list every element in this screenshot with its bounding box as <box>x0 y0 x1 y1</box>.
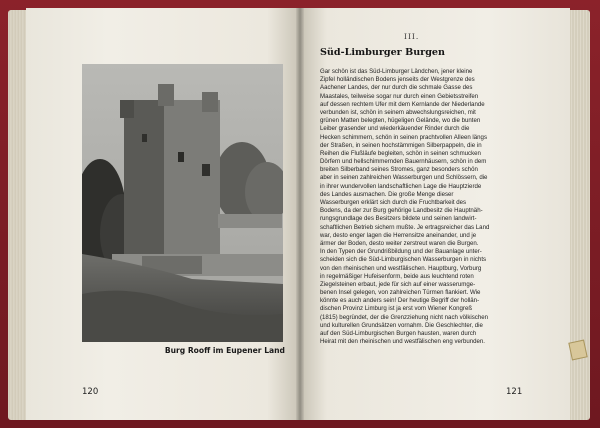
text-line: Wasserburgen erklärt sich durch die Fruchtbarkeit des <box>320 199 467 206</box>
text-line: Hecken schimmern, schön in seinen prachtvollen Alleen längs <box>320 133 487 141</box>
text-line: benen Insel gelegen, von zahlreichen Türmen flankiert. Wie <box>320 289 481 297</box>
text-line: von den rheinischen und westfälischen. Hauptburg, Vorburg <box>320 264 482 272</box>
page-number-right: 121 <box>506 387 523 397</box>
text-line: in regelmäßiger Hufeisenform, beide aus leuchtend roten <box>320 272 474 280</box>
text-line: rungsgrundlage des Besitzers bildete und seinen landwirt- <box>320 215 477 223</box>
text-line: Maastales, teilweise sogar nur durch einen Gebietsstreifen <box>320 92 479 100</box>
text-line: (1815) begründet, der die Grenzziehung nicht nach völkischen <box>320 313 489 321</box>
chapter-title: Süd-Limburger Burgen <box>320 47 446 58</box>
text-line: des Landes ausmachen. Die große Menge dieser <box>320 190 454 198</box>
photo-caption: Burg Rooff im Eupener Land <box>164 346 285 355</box>
text-line: war, desto enger lagen die Herrensitze aneinander, und je <box>320 231 477 239</box>
text-line: ärmer der Boden, desto weiter zerstreut waren die Burgen. <box>320 239 479 247</box>
text-line: In den Typen der Grundrißbildung und der Bauanlage unter- <box>320 248 482 256</box>
text-line: dischen Provinz Limburg ist ja erst vom Wiener Kongreß <box>320 305 473 313</box>
text-line: Aachener Landes, der nur durch die schmale Gasse des <box>320 84 473 92</box>
text-line: Gar schön ist das Süd-Limburger Ländchen, jener kleine <box>320 68 473 75</box>
text-line: Leiber grasender und wiederkäuender Rinder durch die <box>320 125 470 133</box>
text-line: auf dessen rechtem Ufer mit dem Kernlande der Niederlande <box>320 100 485 108</box>
body-text <box>320 68 555 386</box>
text-line: auf den Süd-Limburgischen Burgen hausten, waren durch <box>320 330 477 337</box>
text-line: in ihrer wundervollen landschaftlichen Lage die Hauptzierde <box>320 182 482 190</box>
text-line: aber in seinen zahlreichen Wasserburgen und Schlössern, die <box>320 174 488 182</box>
text-line: schaftlichen Betrieb sichern mußte. Je ertragsreicher das Land <box>320 223 490 231</box>
text-line: Dörfern und hellschimmernden Bauernhäusern, schön in dem <box>320 158 487 166</box>
text-line: Bodens, da der zur Burg gehörige Landbesitz die Hauptnäh- <box>320 207 483 215</box>
page-number-left: 120 <box>82 387 99 397</box>
text-line: verbunden ist, schön in seinem abwechslungsreichen, mit <box>320 108 476 116</box>
text-line: Ziegelsteinen erbaut, jede für sich auf einer wasserumge- <box>320 280 476 288</box>
book-gutter <box>296 8 304 420</box>
text-line: scheiden sich die Süd-Limburgischen Wasserburgen in nichts <box>320 256 487 264</box>
castle-photo <box>82 64 283 342</box>
castle-photo-drawing <box>82 64 283 342</box>
text-line: und kulturellen Grundsätzen vornahm. Die Geschlechter, die <box>320 321 483 329</box>
text-line: der Straßen, in seinen hochstämmigen Silberpappeln, die in <box>320 141 482 149</box>
text-line: Heirat mit den rheinischen und westfälischen eng verbunden. <box>320 338 485 346</box>
text-line: könnte es auch anders sein! Der heutige Begriff der hollän- <box>320 297 480 305</box>
text-line: grünen Matten belegten, hügeligen Gelände, wo die bunten <box>320 117 481 125</box>
chapter-number: III. <box>404 32 420 41</box>
text-line: Zipfel holländischen Bodens jenseits der Westgrenze des <box>320 76 475 84</box>
bookmark-tab <box>568 340 587 361</box>
text-line: breiten Silberband seines Stromes, ganz besonders schön <box>320 166 478 174</box>
text-line: Reihen die Flußläufe begleiten, schön in seinen schmucken <box>320 149 481 157</box>
